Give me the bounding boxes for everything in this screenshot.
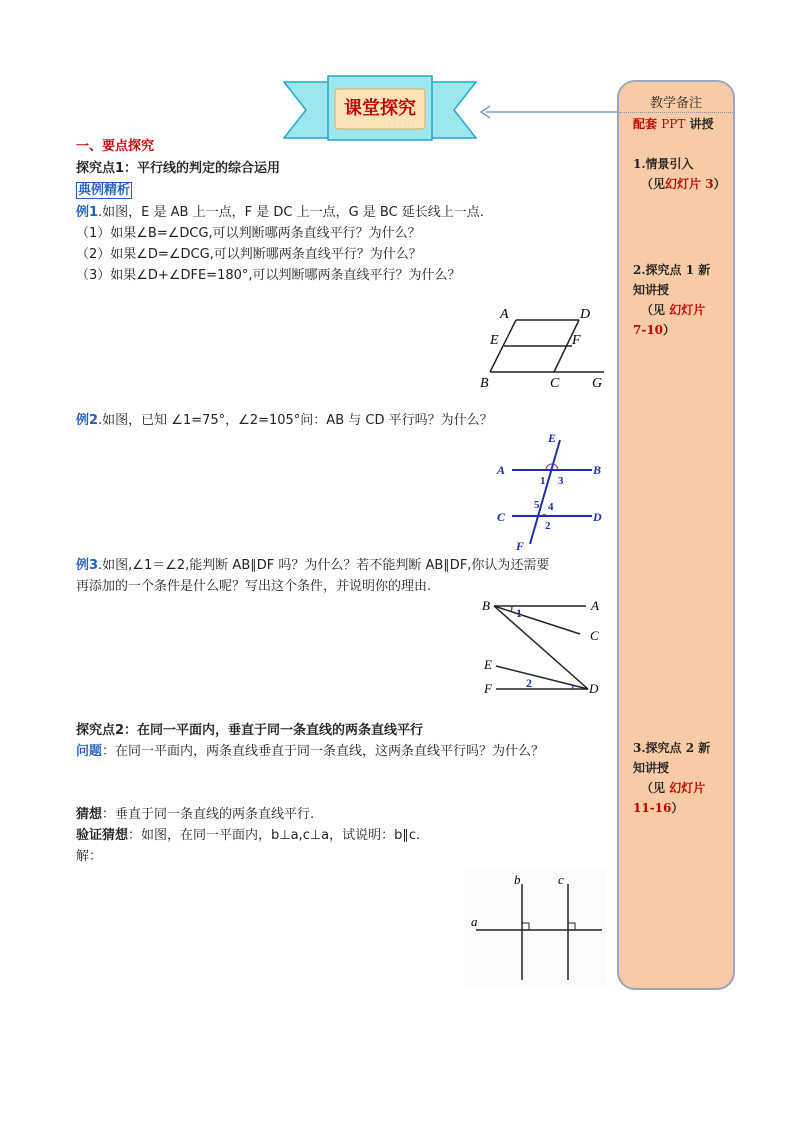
sidebar-divider (619, 112, 733, 113)
fig2-label-5: 5 (534, 499, 540, 511)
example-3-label: 例3 (76, 558, 99, 573)
example-1: 例1.如图，E 是 AB 上一点，F 是 DC 上一点，G 是 BC 延长线上一点. (76, 205, 484, 220)
fig1-label-B: B (480, 376, 489, 391)
sidebar-note-1: 1.情景引入 （见幻灯片 3） (633, 157, 726, 191)
point1-badge: 典例精析 (78, 183, 131, 198)
example-3-line-2: 再添加的一个条件是什么呢？写出这个条件，并说明你的理由. (76, 579, 432, 594)
verify-line: 验证猜想：如图，在同一平面内，b⊥a,c⊥a，试说明：b∥c. (76, 828, 421, 843)
fig3-label-D: D (589, 681, 599, 696)
figure-3-z-shape (476, 594, 610, 700)
fig2-label-E: E (548, 431, 557, 445)
fig4-label-b: b (514, 872, 521, 887)
banner-title: 课堂探究 (344, 98, 416, 119)
fig2-label-3: 3 (558, 475, 564, 487)
section-heading: 一、要点探究 (76, 139, 155, 154)
fig4-label-c: c (558, 872, 564, 887)
example-1-q2: （2）如果∠D=∠DCG,可以判断哪两条直线平行？为什么？ (76, 247, 422, 262)
example-2: 例2.如图，已知 ∠1=75°，∠2=105°问：AB 与 CD 平行吗？为什么？ (76, 413, 493, 428)
verify-label: 验证猜想 (76, 828, 129, 843)
figure-4-perpendicular-lines (464, 868, 606, 986)
fig1-label-E: E (490, 333, 499, 348)
fig3-label-1: 1 (516, 606, 522, 620)
fig3-label-2: 2 (526, 676, 532, 690)
guess-label: 猜想 (76, 807, 103, 822)
example-1-label: 例1 (76, 205, 99, 220)
fig3-label-B: B (482, 598, 490, 613)
fig1-label-A: A (500, 307, 509, 322)
fig3-label-A: A (591, 598, 599, 613)
pointer-arrow-icon (478, 104, 620, 120)
fig2-label-B: B (593, 463, 602, 477)
fig1-label-D: D (580, 307, 591, 322)
sidebar-note-3: 3.探究点 2 新 知讲授 （见 幻灯片 11-16） (633, 741, 711, 815)
fig2-label-C: C (497, 510, 506, 524)
guess-line: 猜想：垂直于同一条直线的两条直线平行. (76, 807, 315, 822)
example-3-line-1: 例3.如图,∠1＝∠2,能判断 AB∥DF 吗？为什么？若不能判断 AB∥DF,你认为还需要 (76, 558, 550, 573)
fig2-label-A: A (497, 463, 506, 477)
point1-title: 探究点1：平行线的判定的综合运用 (76, 161, 281, 176)
sidebar-subheader: 配套 PPT 讲授 (633, 117, 714, 131)
fig2-label-2: 2 (545, 520, 551, 532)
fig4-label-a: a (471, 914, 478, 929)
fig3-label-E: E (484, 657, 492, 672)
example-1-q3: （3）如果∠D+∠DFE=180°,可以判断哪两条直线平行？为什么？ (76, 268, 461, 283)
example-1-q1: （1）如果∠B=∠DCG,可以判断哪两条直线平行？为什么？ (76, 226, 421, 241)
fig2-label-F: F (516, 539, 525, 553)
fig1-label-G: G (592, 376, 603, 391)
fig2-label-D: D (593, 510, 602, 524)
problem-line: 问题：在同一平面内，两条直线垂直于同一条直线，这两条直线平行吗？为什么？ (76, 744, 545, 759)
example-2-label: 例2 (76, 413, 99, 428)
fig3-label-F: F (484, 681, 492, 696)
fig2-label-1: 1 (540, 475, 546, 487)
fig3-label-C: C (590, 628, 599, 643)
fig1-label-F: F (572, 333, 581, 348)
title-banner (282, 74, 478, 150)
figure-1-parallelogram (476, 300, 610, 392)
figure-2-transversal (494, 430, 610, 554)
point2-title: 探究点2：在同一平面内，垂直于同一条直线的两条直线平行 (76, 723, 424, 738)
sidebar-note-2: 2.探究点 1 新 知讲授 （见 幻灯片 7-10） (633, 263, 711, 337)
sidebar-header: 教学备注 (649, 96, 702, 111)
problem-label: 问题 (76, 744, 103, 759)
solution-label: 解： (76, 849, 103, 864)
teaching-notes-sidebar (617, 80, 735, 990)
fig2-label-4: 4 (548, 501, 554, 513)
fig1-label-C: C (550, 376, 560, 391)
